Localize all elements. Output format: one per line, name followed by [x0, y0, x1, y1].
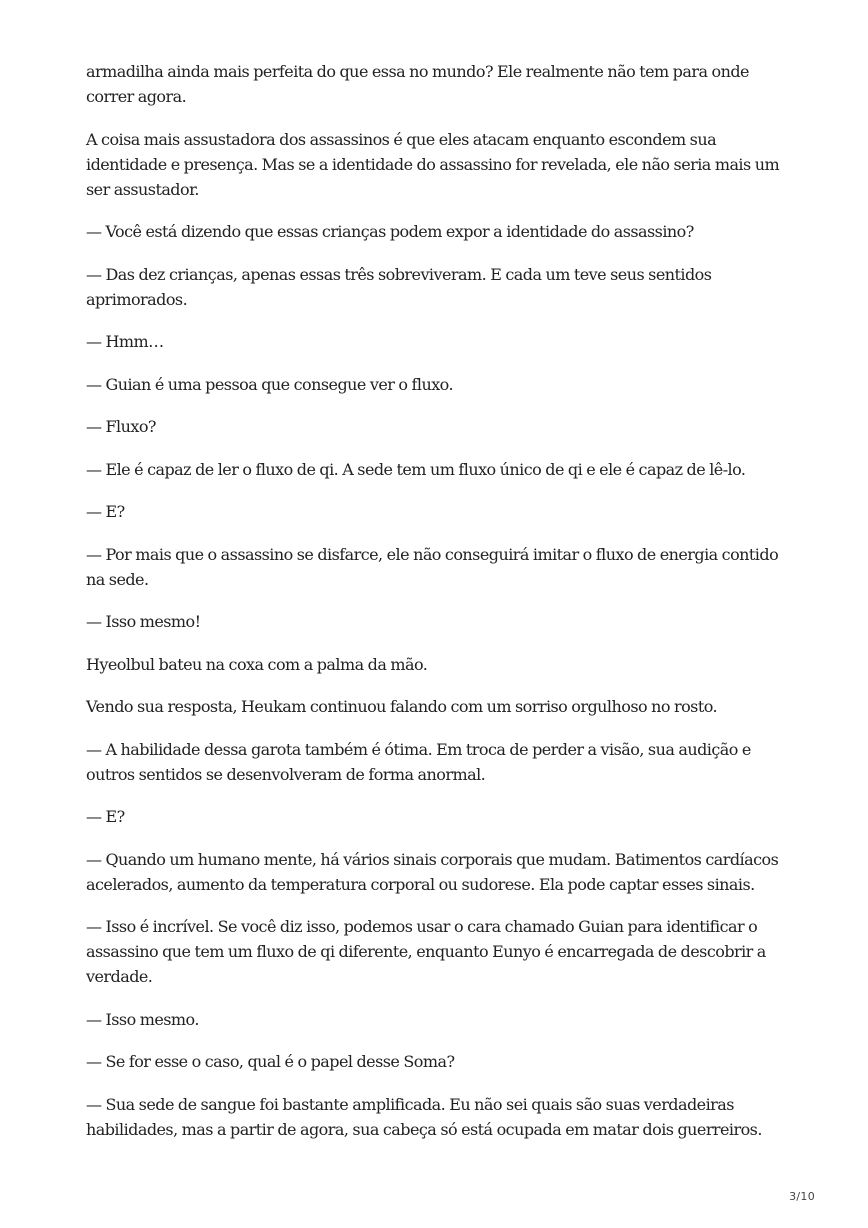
paragraph: Hyeolbul bateu na coxa com a palma da mão.	[86, 654, 428, 674]
paragraph: — Isso mesmo!	[86, 612, 201, 631]
paragraph: Vendo sua resposta, Heukam continuou falando com um sorriso orgulhoso no rosto.	[86, 697, 718, 716]
paragraph: — Você está dizendo que essas crianças podem expor a identidade do assassino?	[86, 222, 694, 241]
paragraph: — Fluxo?	[86, 417, 156, 436]
paragraph: — Sua sede de sangue foi bastante amplificada. Eu não sei quais são suas verdadeiras habilidades, mas a partir de agora, sua cabeça só está ocupada em matar dois guerreiros.	[86, 1094, 762, 1139]
paragraph: — Das dez crianças, apenas essas três sobreviveram. E cada um teve seus sentidos aprimorados.	[86, 264, 712, 309]
paragraph: — Por mais que o assassino se disfarce, ele não conseguirá imitar o fluxo de energia contido na sede.	[86, 544, 779, 589]
paragraph: — E?	[86, 807, 125, 826]
paragraph: A coisa mais assustadora dos assassinos é que eles atacam enquanto escondem sua identidade e presença. Mas se a identidade do assassino for revelada, ele não seria mais um ser assustador.	[86, 129, 780, 199]
paragraph: — Ele é capaz de ler o fluxo de qi. A sede tem um fluxo único de qi e ele é capaz de lê-lo.	[86, 459, 746, 479]
paragraph: — Quando um humano mente, há vários sinais corporais que mudam. Batimentos cardíacos acelerados, aumento da temperatura corporal ou sudorese. Ela pode captar esses sinais.	[86, 849, 779, 894]
page-number: 3/10	[789, 1190, 815, 1203]
document-body	[86, 59, 786, 1159]
paragraph: — A habilidade dessa garota também é ótima. Em troca de perder a visão, sua audição e outros sentidos se desenvolveram de forma anormal.	[86, 739, 751, 784]
paragraph: — Guian é uma pessoa que consegue ver o fluxo.	[86, 374, 454, 394]
paragraph: — Se for esse o caso, qual é o papel desse Soma?	[86, 1052, 455, 1071]
paragraph: — Isso é incrível. Se você diz isso, podemos usar o cara chamado Guian para identificar o assassino que tem um fluxo de qi diferente, enquanto Eunyo é encarregada de descobrir a verdade.	[86, 917, 766, 986]
paragraph: — Isso mesmo.	[86, 1009, 199, 1029]
paragraph: — E?	[86, 502, 125, 521]
paragraph: armadilha ainda mais perfeita do que essa no mundo? Ele realmente não tem para onde correr agora.	[86, 62, 749, 106]
paragraph: — Hmm…	[86, 332, 164, 351]
